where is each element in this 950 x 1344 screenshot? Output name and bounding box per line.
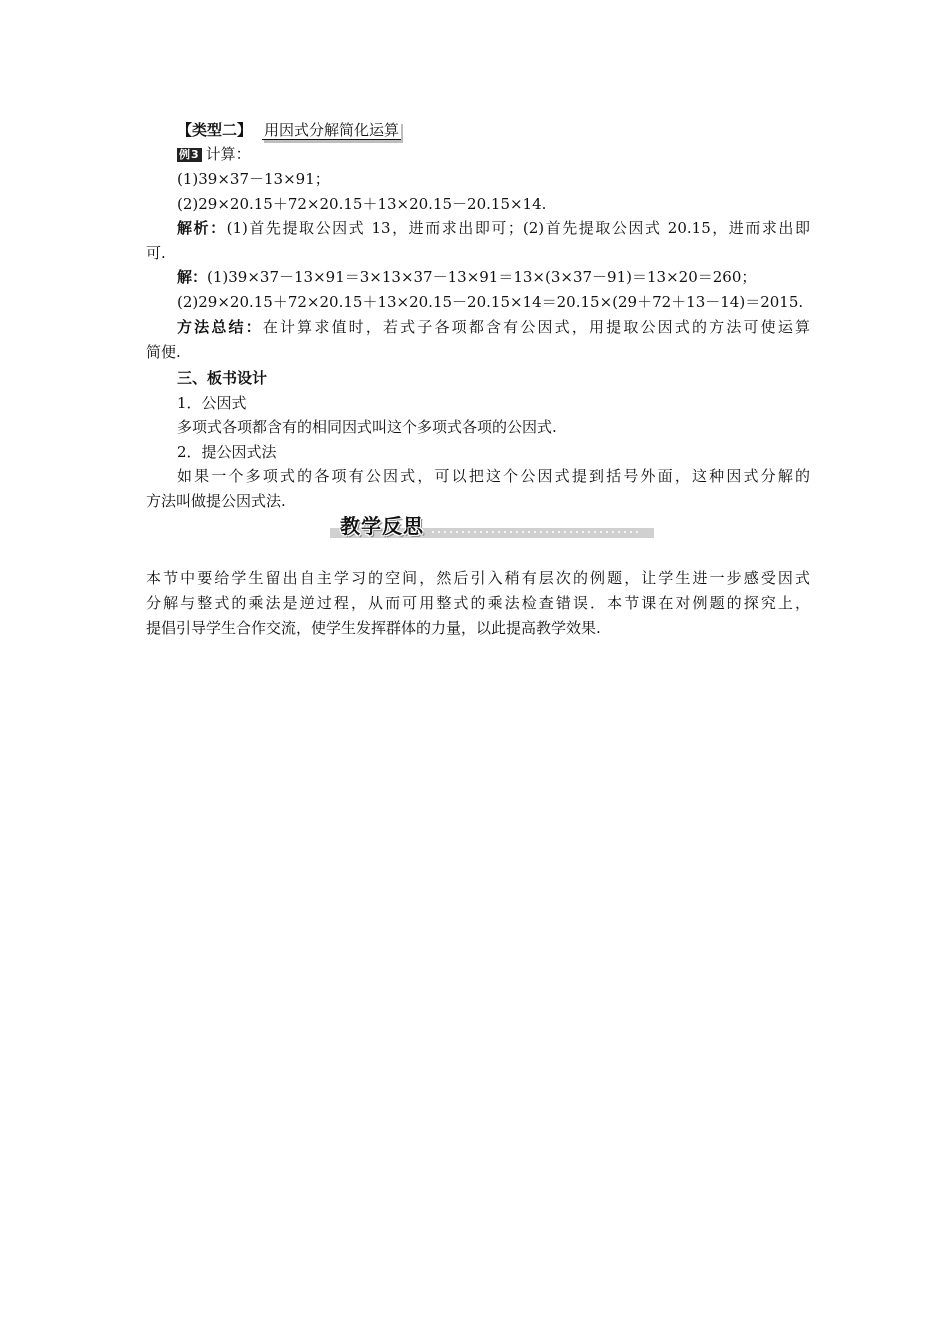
- solution-text-1: (1)39×37－13×91＝3×13×37－13×91＝13×(3×37－91)＝13×20＝260；: [207, 268, 757, 286]
- example-header: [177, 142, 810, 166]
- reflection-line-3: 提倡引导学生合作交流，使学生发挥群体的力量，以此提高教学效果.: [146, 619, 601, 637]
- reflection-line-1: 本节中要给学生留出自主学习的空间，然后引入稍有层次的例题，让学生进一步感受因式: [146, 569, 810, 587]
- method-summary-line-2: 简便.: [146, 343, 181, 361]
- type-bracket-label: 【类型二】: [177, 121, 253, 139]
- analysis-text-1: (1)首先提取公因式 13，进而求出即可；(2)首先提取公因式 20.15，进而求出即: [226, 219, 810, 237]
- board-item-1-title: 1．公因式: [177, 394, 247, 412]
- method-summary-label: 方法总结：: [177, 318, 263, 336]
- example-tag-badge: 例3: [179, 148, 200, 161]
- solution-label: 解：: [177, 268, 208, 286]
- solution-line-1: [177, 265, 810, 289]
- analysis-label: 解析：: [177, 219, 227, 237]
- board-item-1-text: 多项式各项都含有的相同因式叫这个多项式各项的公因式.: [177, 418, 557, 436]
- analysis-line-1: [177, 216, 810, 240]
- reflection-line-2: 分解与整式的乘法是逆过程，从而可用整式的乘法检查错误．本节课在对例题的探究上，: [146, 594, 810, 612]
- example-prompt: 计算：: [205, 145, 251, 163]
- type-title: 用因式分解简化运算: [264, 121, 400, 139]
- board-item-2-title: 2．提公因式法: [177, 443, 277, 461]
- banner-dots: [430, 531, 640, 533]
- reflection-banner-title: 教学反思: [340, 514, 424, 538]
- board-item-2-line-1: 如果一个多项式的各项有公因式，可以把这个公因式提到括号外面，这种因式分解的: [177, 467, 810, 485]
- method-summary-text-1: 在计算求值时，若式子各项都含有公因式，用提取公因式的方法可使运算: [262, 318, 810, 336]
- example-item-1: (1)39×37－13×91；: [177, 170, 330, 188]
- board-item-2-line-2: 方法叫做提公因式法.: [146, 492, 286, 510]
- section-type-heading: [177, 118, 401, 142]
- solution-line-2: (2)29×20.15＋72×20.15＋13×20.15－20.15×14＝20.15×(29＋72＋13－14)＝2015.: [177, 293, 804, 311]
- reflection-banner: [330, 512, 654, 542]
- board-design-heading: 三、板书设计: [177, 369, 268, 387]
- method-summary-line-1: [177, 315, 810, 339]
- example-item-2: (2)29×20.15＋72×20.15＋13×20.15－20.15×14.: [177, 195, 547, 213]
- analysis-line-2: 可.: [146, 244, 166, 262]
